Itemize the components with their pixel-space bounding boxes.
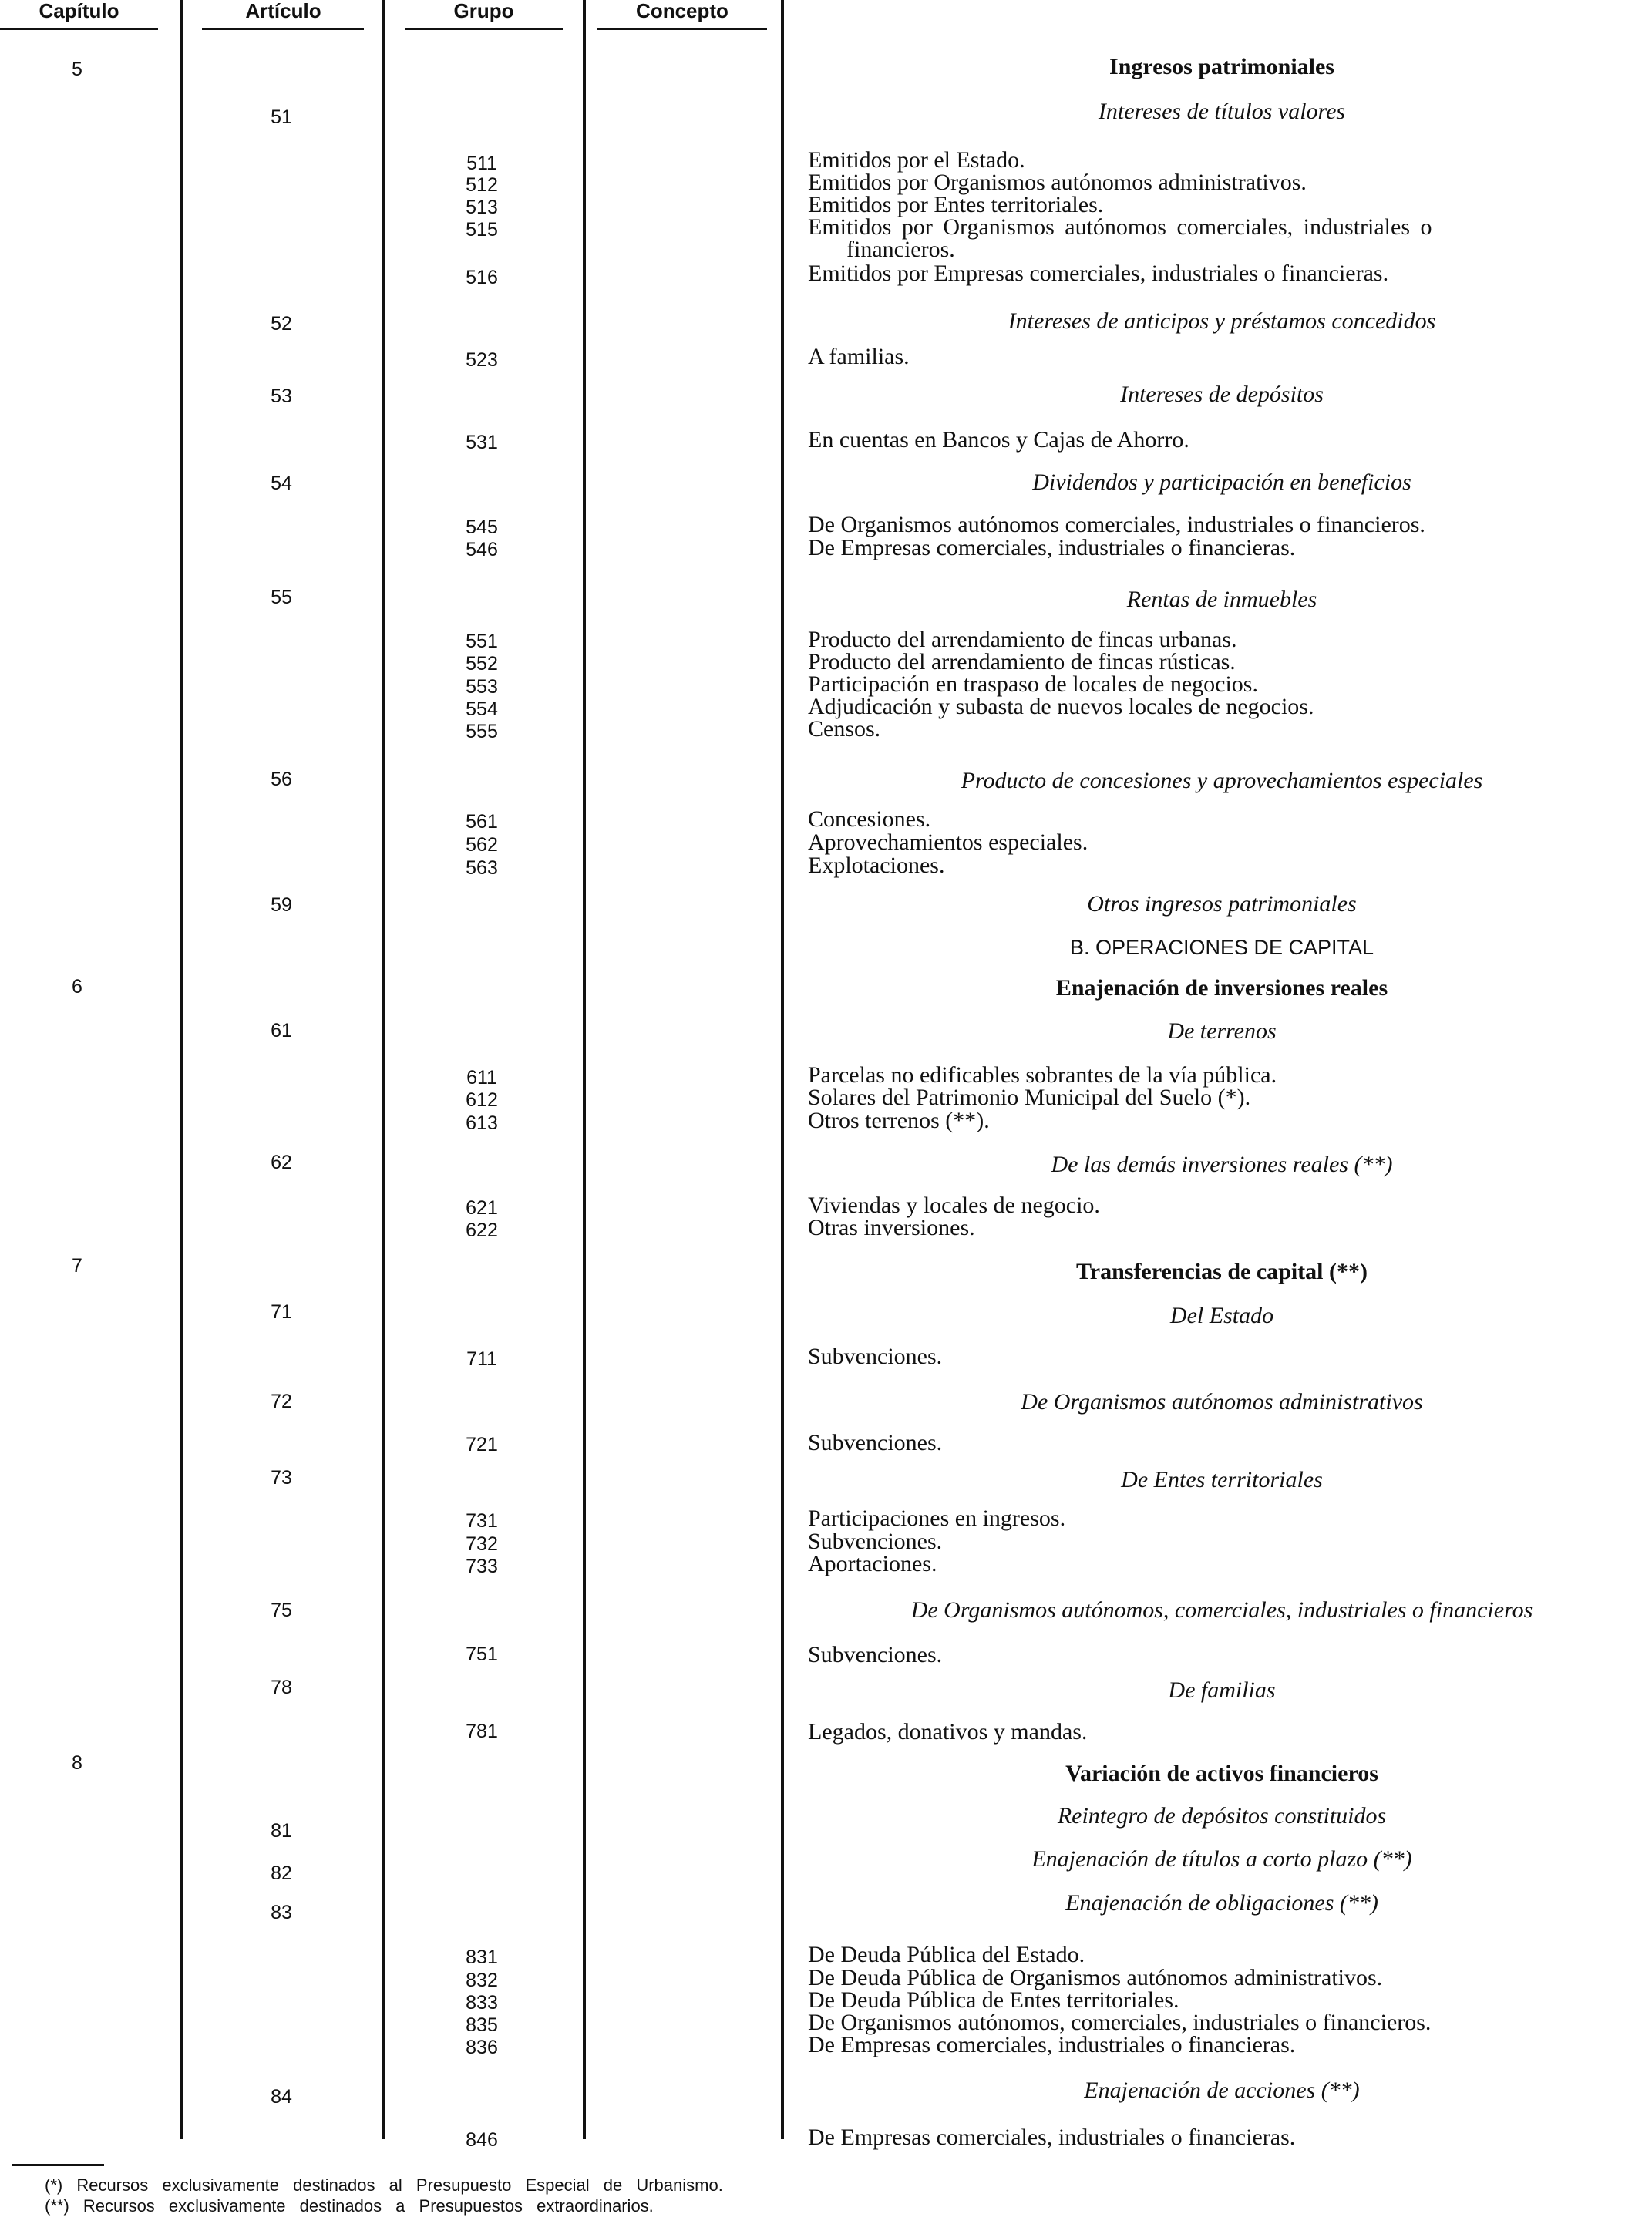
grupo-number: 551 xyxy=(466,631,498,652)
grupo-number: 832 xyxy=(466,1970,498,1991)
concepto-line: Explotaciones. xyxy=(808,853,945,878)
column-divider-2 xyxy=(382,0,385,2139)
concepto-line: En cuentas en Bancos y Cajas de Ahorro. xyxy=(808,427,1189,453)
grupo-number: 552 xyxy=(466,653,498,675)
grupo-number: 553 xyxy=(466,676,498,698)
concepto-line: Otros terrenos (**). xyxy=(808,1108,990,1133)
section-title: Enajenación de inversiones reales xyxy=(1055,975,1388,1001)
concepto-line: Adjudicación y subasta de nuevos locales de negocios. xyxy=(808,694,1314,719)
article-title: Intereses de depósitos xyxy=(1120,382,1324,407)
articulo-number: 82 xyxy=(271,1862,292,1884)
articulo-number: 61 xyxy=(271,1020,292,1041)
articulo-number: 75 xyxy=(271,1600,292,1621)
footnote: (**) Recursos exclusivamente destinados a Presupuestos extraordinarios. xyxy=(45,2196,654,2216)
grupo-number: 833 xyxy=(466,1992,498,2014)
concepto-line: Emitidos por el Estado. xyxy=(808,147,1025,173)
article-title: De terrenos xyxy=(1167,1018,1277,1044)
grupo-number: 622 xyxy=(466,1220,498,1241)
concepto-line: Subvenciones. xyxy=(808,1529,943,1554)
article-title: Enajenación de acciones (**) xyxy=(1084,2078,1360,2103)
grupo-number: 555 xyxy=(466,721,498,742)
articulo-number: 72 xyxy=(271,1391,292,1412)
article-title: Intereses de títulos valores xyxy=(1098,99,1346,124)
part-heading: B. OPERACIONES DE CAPITAL xyxy=(1069,936,1374,959)
articulo-number: 59 xyxy=(271,894,292,916)
concepto-line: Producto del arrendamiento de fincas urbanas. xyxy=(808,627,1237,652)
articulo-number: 51 xyxy=(271,106,292,128)
grupo-number: 612 xyxy=(466,1089,498,1111)
capitulo-number: 5 xyxy=(72,59,82,80)
articulo-number: 83 xyxy=(271,1902,292,1923)
grupo-number: 511 xyxy=(466,153,497,174)
grupo-number: 732 xyxy=(466,1533,498,1555)
grupo-number: 781 xyxy=(466,1721,498,1742)
header-capitulo: Capítulo xyxy=(39,0,119,22)
grupo-number: 563 xyxy=(466,857,498,879)
concepto-line: Censos. xyxy=(808,716,881,742)
article-title: De las demás inversiones reales (**) xyxy=(1051,1152,1393,1177)
grupo-number: 835 xyxy=(466,2014,498,2036)
concepto-line: Producto del arrendamiento de fincas rústicas. xyxy=(808,649,1236,675)
capitulo-number: 6 xyxy=(72,976,82,998)
grupo-number: 545 xyxy=(466,516,498,538)
concepto-line: Subvenciones. xyxy=(808,1344,943,1369)
grupo-number: 831 xyxy=(466,1946,498,1968)
concepto-line: Solares del Patrimonio Municipal del Suelo (*). xyxy=(808,1085,1251,1110)
articulo-number: 71 xyxy=(271,1301,292,1323)
concepto-line: Aportaciones. xyxy=(808,1551,937,1576)
concepto-line: A familias. xyxy=(808,344,910,369)
header-grupo: Grupo xyxy=(453,0,514,22)
concepto-line: Parcelas no edificables sobrantes de la vía pública. xyxy=(808,1062,1277,1088)
grupo-number: 562 xyxy=(466,834,498,856)
capitulo-number: 8 xyxy=(72,1752,82,1774)
article-title: De Organismos autónomos, comerciales, industriales o financieros xyxy=(910,1597,1533,1623)
concepto-line: De Deuda Pública de Organismos autónomos administrativos. xyxy=(808,1965,1383,1990)
section-title: Variación de activos financieros xyxy=(1065,1761,1378,1786)
grupo-number: 512 xyxy=(466,174,498,196)
concepto-line: Subvenciones. xyxy=(808,1430,943,1455)
grupo-number: 546 xyxy=(466,539,498,560)
concepto-line: Emitidos por Organismos autónomos administrativos. xyxy=(808,170,1307,195)
column-divider-4 xyxy=(781,0,784,2139)
concepto-line: financieros. xyxy=(846,237,955,262)
section-title: Transferencias de capital (**) xyxy=(1075,1259,1368,1284)
grupo-number: 516 xyxy=(466,267,498,288)
concepto-line: Emitidos por Empresas comerciales, industriales o financieras. xyxy=(808,261,1389,286)
grupo-number: 561 xyxy=(466,811,498,833)
grupo-number: 613 xyxy=(466,1112,498,1134)
article-title: Enajenación de obligaciones (**) xyxy=(1065,1890,1378,1916)
grupo-number: 523 xyxy=(466,349,498,371)
header-concepto: Concepto xyxy=(636,0,728,22)
header-rule-articulo xyxy=(202,28,364,30)
article-title: Rentas de inmuebles xyxy=(1126,587,1317,612)
concepto-line: De Deuda Pública de Entes territoriales. xyxy=(808,1987,1179,2013)
grupo-number: 621 xyxy=(466,1197,498,1219)
concepto-line: De Organismos autónomos, comerciales, industriales o financieros. xyxy=(808,2010,1432,2035)
concepto-line: Emitidos por Entes territoriales. xyxy=(808,192,1104,217)
article-title: Producto de concesiones y aprovechamientos especiales xyxy=(961,768,1483,793)
article-title: Dividendos y participación en beneficios xyxy=(1032,469,1411,495)
concepto-line: De Empresas comerciales, industriales o financieras. xyxy=(808,2032,1296,2057)
articulo-number: 54 xyxy=(271,473,292,494)
articulo-number: 55 xyxy=(271,587,292,608)
concepto-line: Participación en traspaso de locales de negocios. xyxy=(808,671,1258,697)
concepto-line: Otras inversiones. xyxy=(808,1215,975,1240)
concepto-line: De Empresas comerciales, industriales o financieras. xyxy=(808,2125,1296,2150)
grupo-number: 731 xyxy=(466,1510,498,1532)
article-title: De Entes territoriales xyxy=(1121,1467,1323,1492)
grupo-number: 531 xyxy=(466,432,498,453)
articulo-number: 62 xyxy=(271,1152,292,1173)
concepto-line: Concesiones. xyxy=(808,806,931,832)
articulo-number: 73 xyxy=(271,1467,292,1489)
grupo-number: 515 xyxy=(466,219,498,241)
header-rule-capitulo xyxy=(0,28,158,30)
article-title: De familias xyxy=(1168,1677,1276,1703)
concepto-line: Viviendas y locales de negocio. xyxy=(808,1193,1100,1218)
article-title: De Organismos autónomos administrativos xyxy=(1021,1389,1423,1415)
articulo-number: 53 xyxy=(271,385,292,407)
grupo-number: 836 xyxy=(466,2037,498,2058)
article-title: Otros ingresos patrimoniales xyxy=(1087,891,1357,917)
article-title: Enajenación de títulos a corto plazo (**) xyxy=(1031,1846,1412,1872)
column-divider-3 xyxy=(583,0,586,2139)
article-title: Del Estado xyxy=(1169,1303,1274,1328)
grupo-number: 733 xyxy=(466,1556,498,1577)
articulo-number: 78 xyxy=(271,1677,292,1698)
grupo-number: 751 xyxy=(466,1644,498,1665)
grupo-number: 846 xyxy=(466,2129,498,2151)
articulo-number: 81 xyxy=(271,1820,292,1842)
grupo-number: 513 xyxy=(466,197,498,218)
articulo-number: 52 xyxy=(271,313,292,335)
grupo-number: 711 xyxy=(466,1348,497,1370)
header-rule-grupo xyxy=(405,28,563,30)
footnote-rule xyxy=(12,2164,104,2166)
concepto-line: De Empresas comerciales, industriales o financieras. xyxy=(808,535,1296,560)
capitulo-number: 7 xyxy=(72,1255,82,1277)
article-title: Reintegro de depósitos constituidos xyxy=(1057,1803,1387,1829)
section-title: Ingresos patrimoniales xyxy=(1109,54,1334,79)
footnote: (*) Recursos exclusivamente destinados al Presupuesto Especial de Urbanismo. xyxy=(45,2175,723,2195)
concepto-line: De Organismos autónomos comerciales, industriales o financieros. xyxy=(808,512,1425,537)
concepto-line: Participaciones en ingresos. xyxy=(808,1506,1066,1531)
grupo-number: 721 xyxy=(466,1434,498,1455)
header-articulo: Artículo xyxy=(245,0,321,22)
column-divider-1 xyxy=(180,0,183,2139)
grupo-number: 611 xyxy=(466,1067,497,1088)
concepto-line: De Deuda Pública del Estado. xyxy=(808,1942,1085,1967)
header-rule-concepto xyxy=(597,28,767,30)
concepto-line: Subvenciones. xyxy=(808,1642,943,1667)
concepto-line: Emitidos por Organismos autónomos comerciales, industriales o xyxy=(808,214,1432,240)
articulo-number: 84 xyxy=(271,2086,292,2108)
article-title: Intereses de anticipos y préstamos concedidos xyxy=(1008,308,1436,334)
grupo-number: 554 xyxy=(466,698,498,720)
articulo-number: 56 xyxy=(271,769,292,790)
concepto-line: Legados, donativos y mandas. xyxy=(808,1719,1088,1745)
concepto-line: Aprovechamientos especiales. xyxy=(808,829,1088,855)
